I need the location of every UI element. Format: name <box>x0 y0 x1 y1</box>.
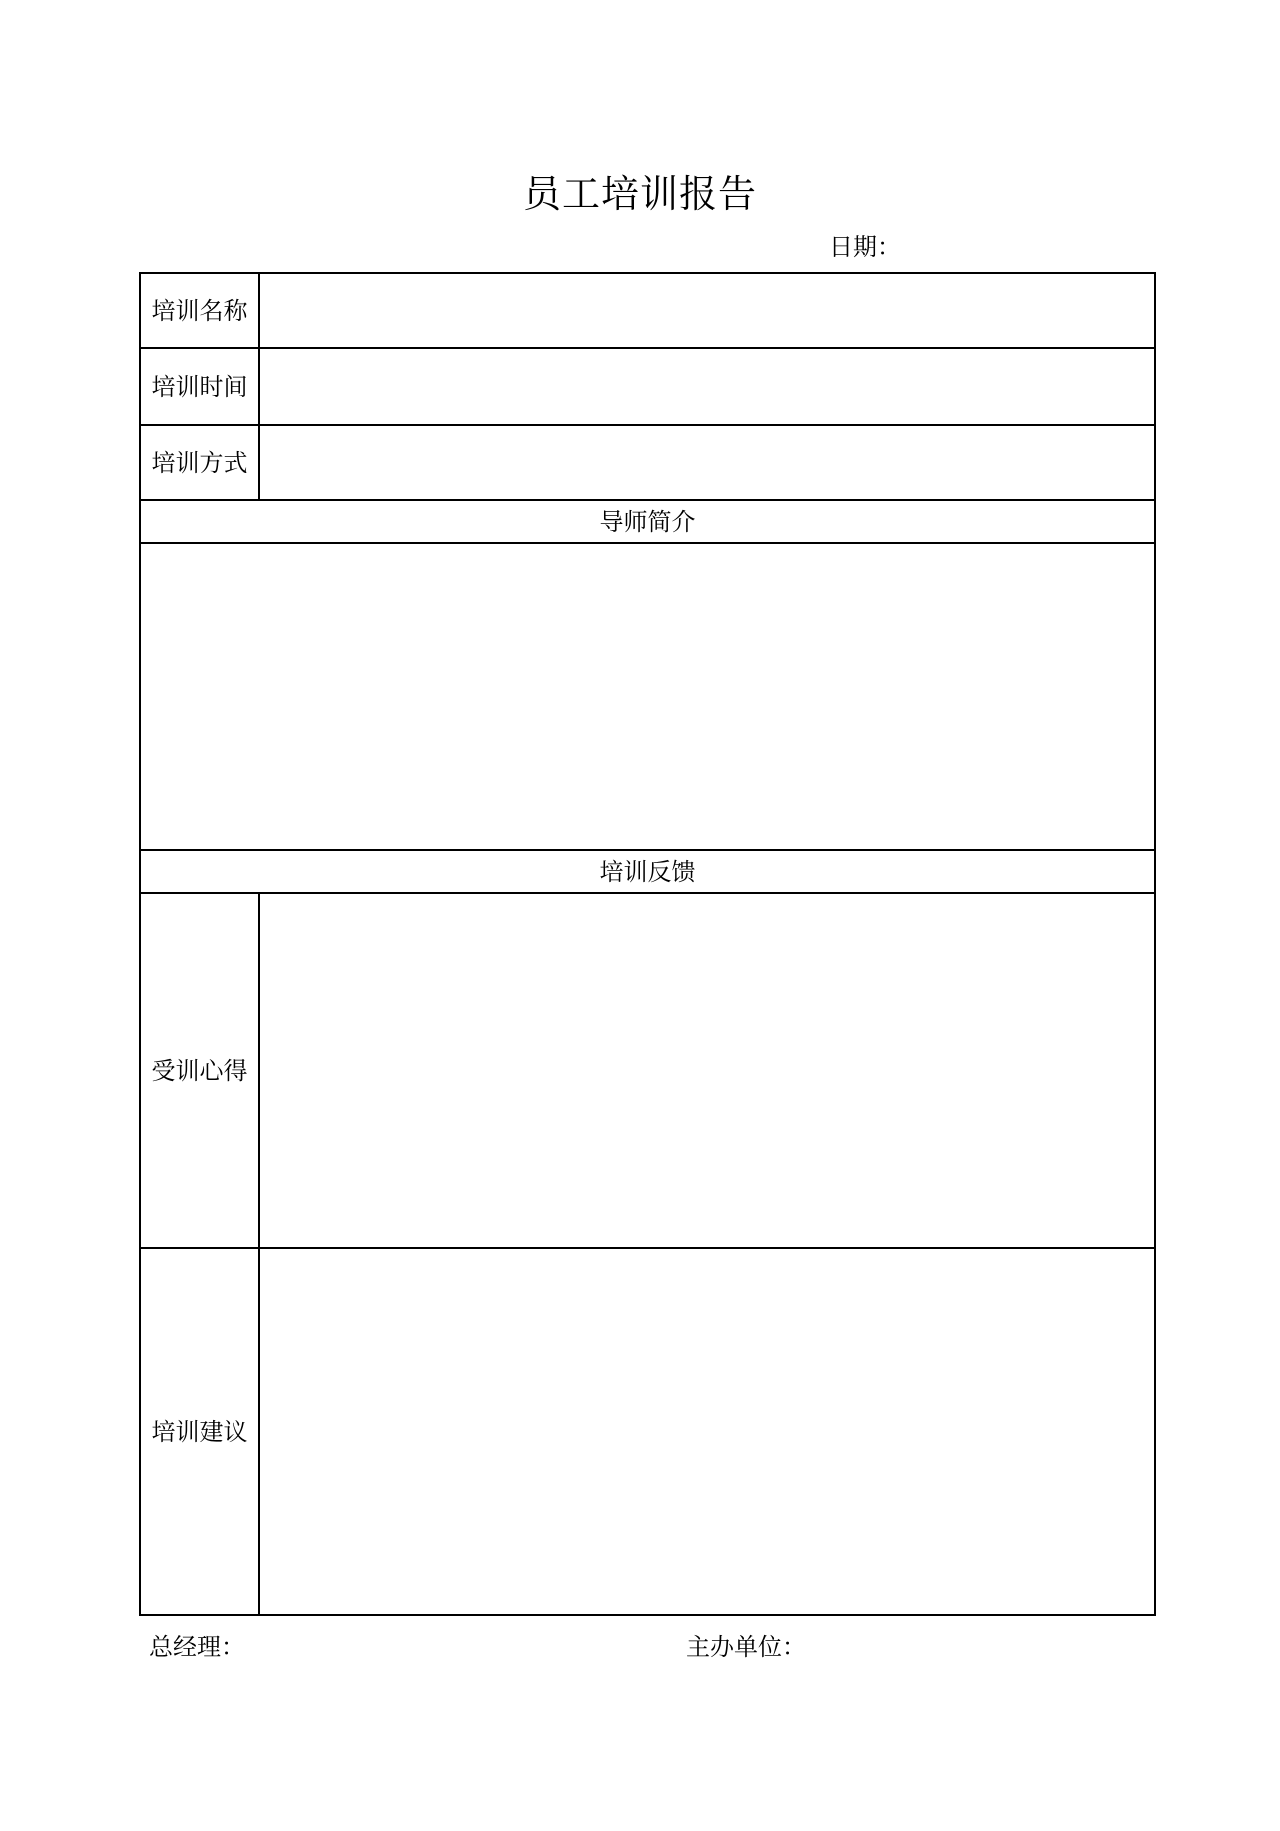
mentor-intro-field[interactable] <box>140 543 1155 850</box>
training-method-field[interactable] <box>259 425 1155 500</box>
training-name-label: 培训名称 <box>140 273 259 348</box>
suggestion-row <box>140 1248 1155 1615</box>
suggestion-field[interactable] <box>259 1248 1155 1615</box>
date-label: 日期： <box>829 233 901 261</box>
feedback-header: 培训反馈 <box>140 850 1155 893</box>
suggestion-label: 培训建议 <box>140 1248 259 1615</box>
training-time-row <box>140 348 1155 425</box>
experience-label: 受训心得 <box>140 893 259 1248</box>
training-method-label: 培训方式 <box>140 425 259 500</box>
page-title: 员工培训报告 <box>522 172 757 216</box>
training-time-label: 培训时间 <box>140 348 259 425</box>
mentor-intro-header: 导师简介 <box>140 500 1155 543</box>
experience-field[interactable] <box>259 893 1155 1248</box>
mentor-intro-content-row <box>140 543 1155 850</box>
mentor-intro-header-row <box>140 500 1155 543</box>
organizer-label: 主办单位： <box>686 1633 806 1661</box>
feedback-header-row <box>140 850 1155 893</box>
training-name-row <box>140 273 1155 348</box>
training-method-row <box>140 425 1155 500</box>
experience-row <box>140 893 1155 1248</box>
general-manager-label: 总经理： <box>149 1633 245 1661</box>
training-report-form <box>139 272 1156 1616</box>
training-time-field[interactable] <box>259 348 1155 425</box>
training-name-field[interactable] <box>259 273 1155 348</box>
